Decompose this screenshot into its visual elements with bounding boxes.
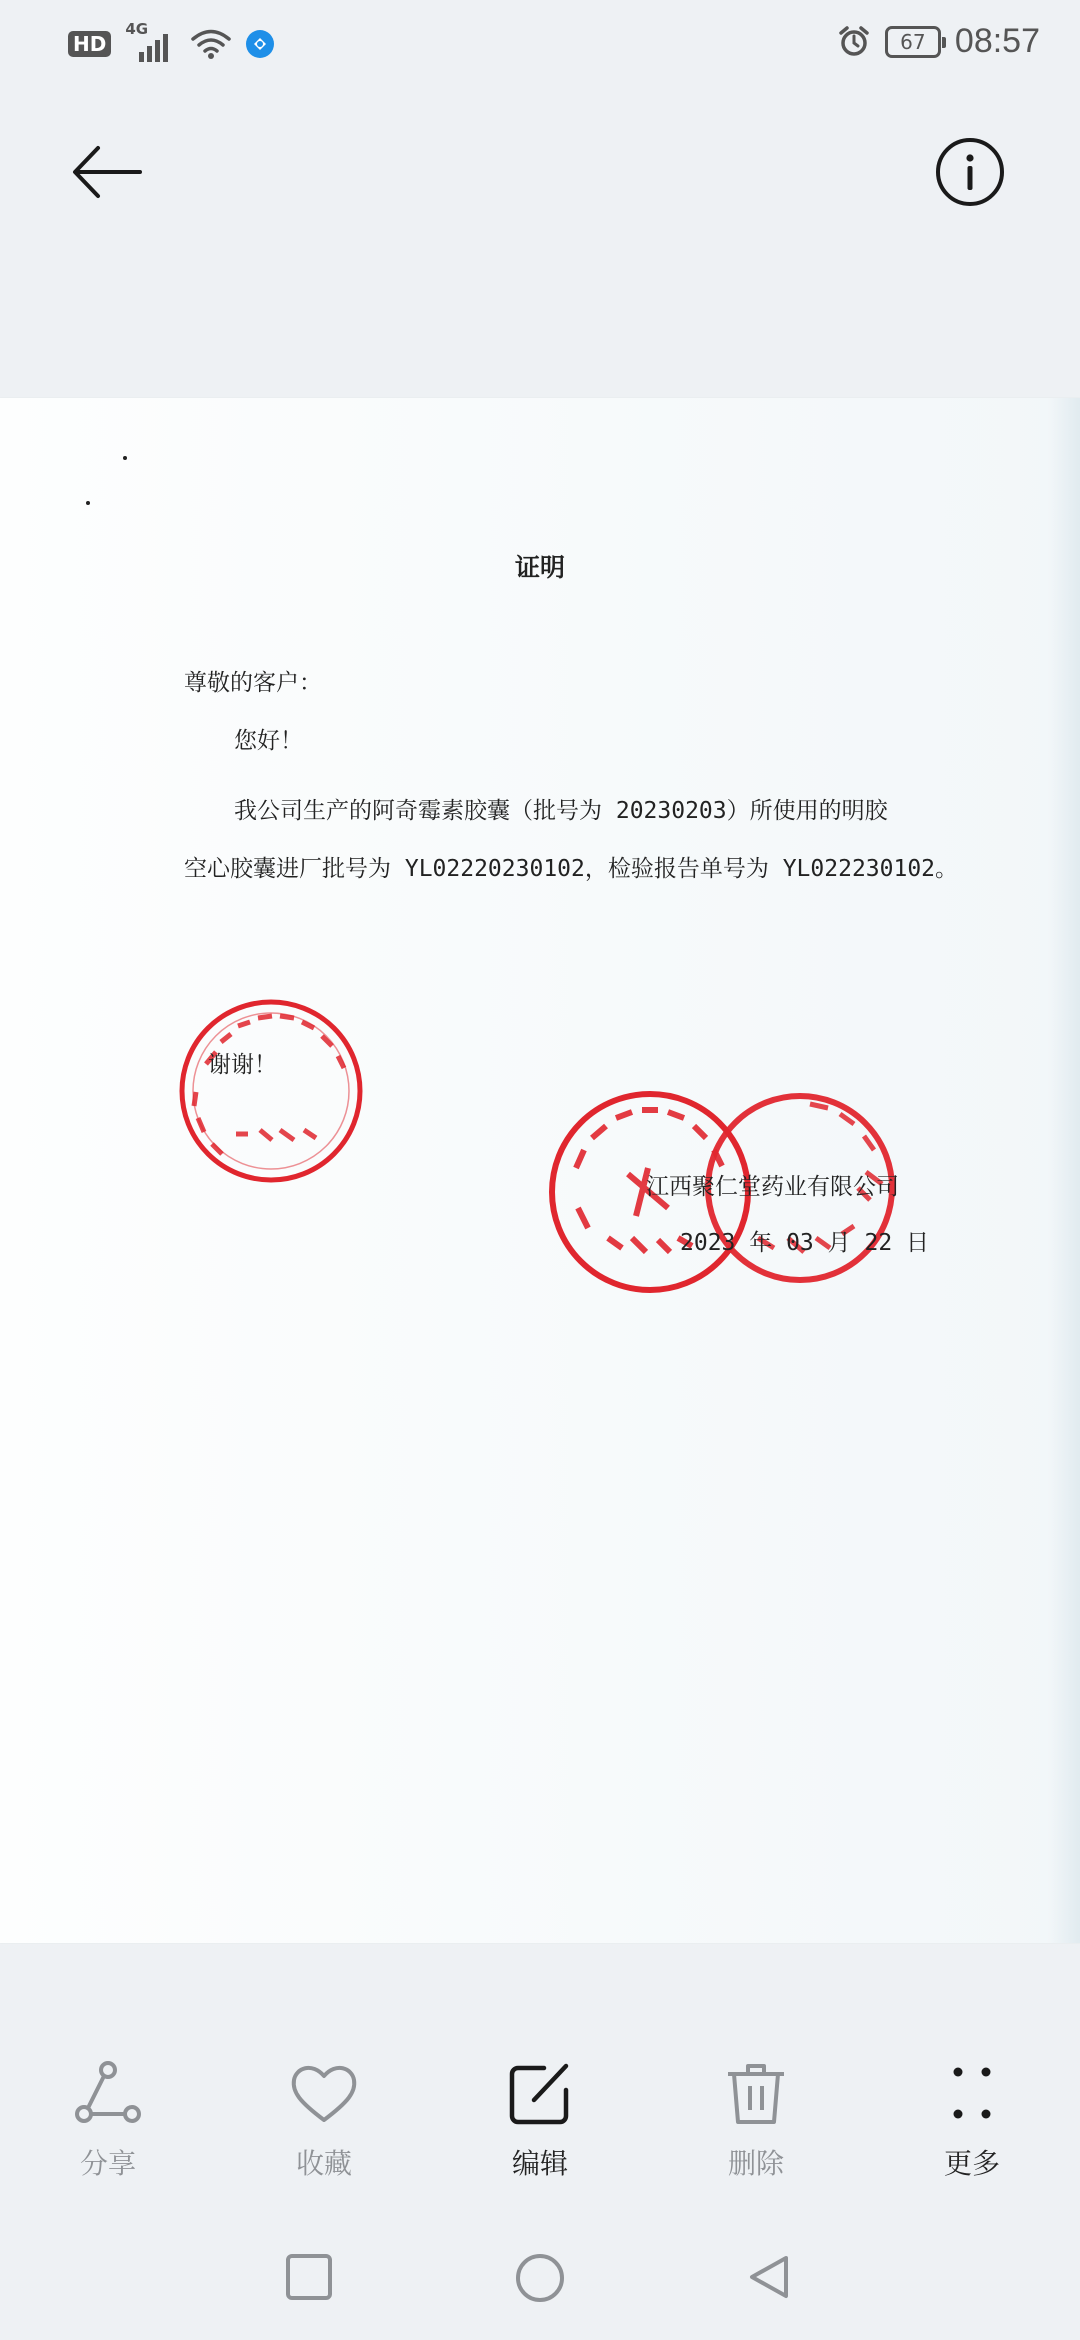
document-company: 江西聚仁堂药业有限公司 — [646, 1174, 899, 1200]
document-salutation: 尊敬的客户： — [184, 670, 322, 696]
battery-icon — [885, 26, 941, 58]
recents-icon[interactable] — [284, 2252, 334, 2302]
document-body-line-2: 空心胶囊进厂批号为 YL02220230102，检验报告单号为 YL022230102。 — [184, 856, 959, 882]
edit-button[interactable] — [470, 2058, 610, 2182]
delete-button[interactable] — [686, 2058, 826, 2182]
quality-seal-stamp — [176, 994, 366, 1188]
share-icon — [72, 2058, 144, 2130]
back-triangle-icon[interactable] — [744, 2252, 794, 2302]
more-button[interactable] — [902, 2058, 1042, 2182]
delete-label: 删除 — [727, 2147, 784, 2180]
document-greeting: 您好！ — [234, 728, 303, 754]
wifi-icon — [191, 28, 231, 60]
more-icon — [936, 2058, 1008, 2130]
alarm-icon — [837, 25, 871, 59]
back-button[interactable] — [68, 136, 144, 208]
info-icon — [932, 134, 1008, 210]
document-thanks: 谢谢！ — [208, 1052, 277, 1078]
edit-icon — [504, 2058, 576, 2130]
status-left — [68, 20, 275, 64]
document-title: 证明 — [514, 553, 565, 582]
home-icon[interactable] — [514, 2252, 566, 2304]
status-right — [837, 22, 1040, 61]
document-date: 2023 年 03 月 22 日 — [680, 1230, 930, 1256]
edit-label: 编辑 — [511, 2147, 568, 2180]
battery-level: 67 — [900, 29, 926, 54]
status-bar — [0, 0, 1080, 90]
document-body-line-1: 我公司生产的阿奇霉素胶囊（批号为 20230203）所使用的明胶 — [234, 798, 888, 824]
back-arrow-icon — [68, 136, 144, 208]
favorite-button[interactable] — [254, 2058, 394, 2182]
share-label: 分享 — [79, 2147, 136, 2180]
system-nav-bar — [0, 2240, 1080, 2320]
trash-icon — [720, 2058, 792, 2130]
hd-badge: HD — [68, 31, 111, 57]
share-button[interactable] — [38, 2058, 178, 2182]
clock: 08:57 — [954, 22, 1040, 60]
document-image — [0, 398, 1080, 1943]
scan-speck — [123, 456, 127, 460]
network-type-label: 4G — [125, 20, 149, 38]
bottom-toolbar — [0, 2058, 1080, 2208]
vpn-icon — [245, 29, 275, 59]
more-label: 更多 — [943, 2147, 1000, 2180]
heart-icon — [288, 2058, 360, 2130]
scan-speck — [86, 501, 90, 505]
info-button[interactable] — [932, 134, 1008, 210]
favorite-label: 收藏 — [295, 2147, 352, 2180]
signal-icon — [125, 20, 177, 64]
